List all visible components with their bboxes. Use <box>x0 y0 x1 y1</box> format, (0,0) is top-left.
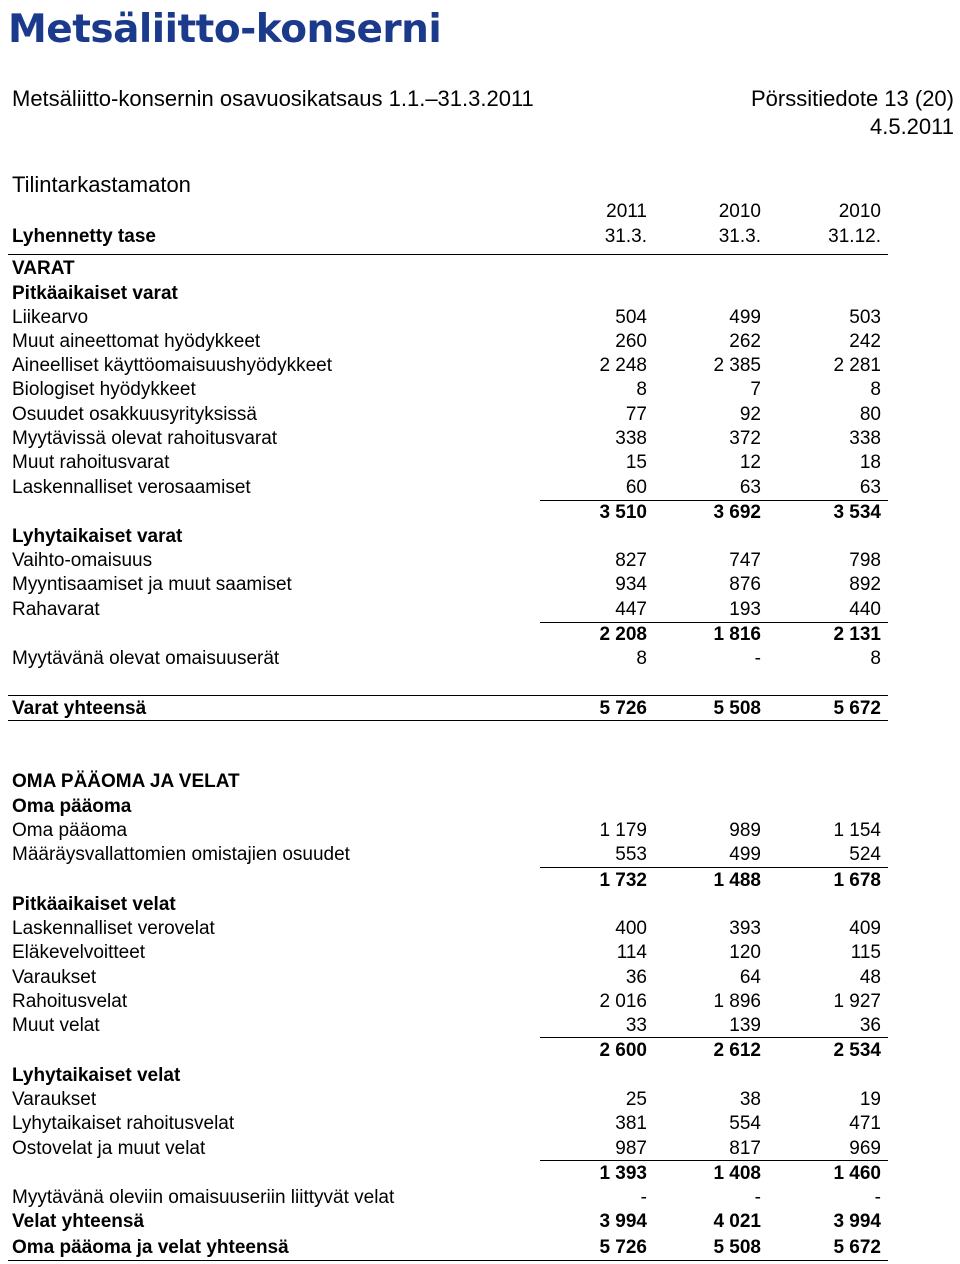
row-value-col-3: 2 281 <box>833 355 881 376</box>
row-value-col-2: 499 <box>729 307 761 328</box>
row-value-col-1: 987 <box>615 1138 647 1159</box>
row-label: Osuudet osakkuusyrityksissä <box>12 404 257 425</box>
row-value-col-1: 2 248 <box>599 355 647 376</box>
table-rule <box>540 622 888 623</box>
table-rule <box>540 867 888 868</box>
table-row <box>0 598 960 622</box>
row-value-col-3: 969 <box>849 1138 881 1159</box>
table-row <box>0 941 960 965</box>
table-row <box>0 306 960 330</box>
row-value-col-1: 827 <box>615 550 647 571</box>
row-value-col-2: 64 <box>739 967 761 988</box>
row-label: Varaukset <box>12 967 97 988</box>
row-value-col-2: 989 <box>729 820 761 841</box>
table-row <box>0 1236 960 1260</box>
row-value-col-3: 1 927 <box>833 991 881 1012</box>
row-value-col-2: 5 508 <box>713 698 761 719</box>
audit-note: Tilintarkastamaton <box>12 172 191 197</box>
table-row <box>0 501 960 525</box>
row-value-col-3: 1 460 <box>833 1163 881 1184</box>
row-value-col-3: 3 534 <box>833 502 881 523</box>
table-row <box>0 1088 960 1112</box>
row-value-col-1: 2 208 <box>599 624 647 645</box>
table-row <box>0 525 960 549</box>
row-value-col-1: 60 <box>625 477 647 498</box>
table-rule <box>540 500 888 501</box>
table-rule <box>8 1260 888 1261</box>
row-value-col-2: 393 <box>729 918 761 939</box>
row-value-col-2: 1 816 <box>713 624 761 645</box>
row-label: Pitkäaikaiset varat <box>12 283 178 304</box>
row-value-col-3: 409 <box>849 918 881 939</box>
row-label: Varat yhteensä <box>12 698 147 719</box>
row-value-col-1: 1 393 <box>599 1163 647 1184</box>
table-row <box>0 451 960 475</box>
row-value-col-2: 372 <box>729 428 761 449</box>
row-value-col-2: 12 <box>739 452 761 473</box>
table-row <box>0 623 960 647</box>
row-value-col-2: 63 <box>739 477 761 498</box>
row-value-col-1: 8 <box>636 648 647 669</box>
table-rule <box>8 720 888 721</box>
row-value-col-2: 1 488 <box>713 870 761 891</box>
row-label: Laskennalliset verovelat <box>12 918 215 939</box>
row-value-col-3: 115 <box>850 942 881 963</box>
row-label: Aineelliset käyttöomaisuushyödykkeet <box>12 355 333 376</box>
table-row <box>0 476 960 500</box>
row-label: Lyhytaikaiset varat <box>12 526 183 547</box>
row-label: Ostovelat ja muut velat <box>12 1138 206 1159</box>
row-value-col-3: 5 672 <box>833 1237 881 1258</box>
table-row <box>0 819 960 843</box>
row-value-col-3: 80 <box>859 404 881 425</box>
row-value-col-3: 2 534 <box>833 1040 881 1061</box>
table-row <box>0 795 960 819</box>
row-value-col-2: 193 <box>729 599 761 620</box>
row-value-col-2: 817 <box>729 1138 761 1159</box>
row-value-col-2: 262 <box>729 331 761 352</box>
row-label: Eläkevelvoitteet <box>12 942 146 963</box>
table-row <box>0 1137 960 1161</box>
row-value-col-3: 19 <box>859 1089 881 1110</box>
row-value-col-2: 499 <box>729 844 761 865</box>
table-row <box>0 990 960 1014</box>
table-row <box>0 1014 960 1038</box>
table-row <box>0 869 960 893</box>
row-value-col-1: 934 <box>615 574 647 595</box>
row-label: Laskennalliset verosaamiset <box>12 477 251 498</box>
row-value-col-1: 36 <box>625 967 647 988</box>
table-row <box>0 1162 960 1186</box>
row-label: Oma pääoma <box>12 796 132 817</box>
row-label: Myytävänä oleviin omaisuuseriin liittyvät velat <box>12 1187 395 1208</box>
header-rule <box>8 254 888 255</box>
table-row <box>0 1112 960 1136</box>
row-value-col-3: 63 <box>859 477 881 498</box>
row-value-col-2: 7 <box>750 379 761 400</box>
table-row <box>0 1210 960 1234</box>
table-row <box>0 1186 960 1210</box>
row-value-col-3: 8 <box>870 379 881 400</box>
row-value-col-3: - <box>874 1187 881 1208</box>
row-value-col-1: 8 <box>636 379 647 400</box>
row-value-col-2: 747 <box>729 550 761 571</box>
row-value-col-1: 25 <box>625 1089 647 1110</box>
row-label: Velat yhteensä <box>12 1211 145 1232</box>
table-title: Lyhennetty tase <box>12 226 156 247</box>
row-label: Muut aineettomat hyödykkeet <box>12 331 261 352</box>
row-label: Muut velat <box>12 1015 100 1036</box>
table-rule <box>8 695 888 696</box>
row-label: Biologiset hyödykkeet <box>12 379 196 400</box>
row-value-col-3: 5 672 <box>833 698 881 719</box>
row-value-col-2: 1 896 <box>713 991 761 1012</box>
col-3-year: 2010 <box>838 201 881 222</box>
row-label: Myytävissä olevat rahoitusvarat <box>12 428 278 449</box>
row-value-col-2: 4 021 <box>713 1211 761 1232</box>
row-value-col-1: 1 179 <box>599 820 647 841</box>
row-value-col-1: 77 <box>625 404 647 425</box>
row-value-col-3: 1 154 <box>833 820 881 841</box>
row-value-col-2: 38 <box>739 1089 761 1110</box>
row-value-col-3: 892 <box>849 574 881 595</box>
row-label: Liikearvo <box>12 307 89 328</box>
table-row <box>0 966 960 990</box>
row-value-col-3: 471 <box>849 1113 881 1134</box>
table-rule <box>540 1037 888 1038</box>
row-value-col-1: 3 994 <box>599 1211 647 1232</box>
table-row <box>0 1064 960 1088</box>
table-row <box>0 354 960 378</box>
report-title: Metsäliitto-konsernin osavuosikatsaus 1.1.–31.3.2011 <box>12 86 534 111</box>
row-value-col-1: 381 <box>615 1113 647 1134</box>
row-value-col-3: 2 131 <box>833 624 881 645</box>
row-value-col-1: 338 <box>615 428 647 449</box>
table-row <box>0 573 960 597</box>
row-value-col-1: 400 <box>615 918 647 939</box>
release-date: 4.5.2011 <box>869 114 954 139</box>
row-value-col-3: 3 994 <box>833 1211 881 1232</box>
col-2-year: 2010 <box>718 201 761 222</box>
row-value-col-1: 447 <box>615 599 647 620</box>
table-row <box>0 330 960 354</box>
row-value-col-3: 440 <box>849 599 881 620</box>
row-value-col-1: 553 <box>615 844 647 865</box>
row-value-col-1: 260 <box>615 331 647 352</box>
row-value-col-2: 2 385 <box>713 355 761 376</box>
row-label: Vaihto-omaisuus <box>12 550 153 571</box>
row-label: Oma pääoma ja velat yhteensä <box>12 1237 289 1258</box>
row-label: Myyntisaamiset ja muut saamiset <box>12 574 292 595</box>
row-value-col-2: 3 692 <box>713 502 761 523</box>
row-value-col-2: 5 508 <box>713 1237 761 1258</box>
row-value-col-2: 2 612 <box>713 1040 761 1061</box>
row-value-col-3: 18 <box>859 452 881 473</box>
row-value-col-3: 8 <box>870 648 881 669</box>
row-value-col-3: 1 678 <box>833 870 881 891</box>
row-value-col-1: 504 <box>615 307 647 328</box>
table-row <box>0 257 960 281</box>
row-label: Muut rahoitusvarat <box>12 452 170 473</box>
row-value-col-1: 1 732 <box>599 870 647 891</box>
row-label: Lyhytaikaiset velat <box>12 1065 181 1086</box>
row-label: Määräysvallattomien omistajien osuudet <box>12 844 350 865</box>
row-value-col-1: 3 510 <box>599 502 647 523</box>
table-row <box>0 378 960 402</box>
table-row <box>0 427 960 451</box>
row-label: Rahoitusvelat <box>12 991 128 1012</box>
table-row <box>0 549 960 573</box>
row-label: Rahavarat <box>12 599 100 620</box>
table-row <box>0 770 960 794</box>
row-value-col-2: 139 <box>729 1015 761 1036</box>
row-value-col-1: 5 726 <box>599 1237 647 1258</box>
row-value-col-3: 798 <box>849 550 881 571</box>
row-value-col-3: 338 <box>849 428 881 449</box>
col-1-date: 31.3. <box>604 226 647 247</box>
table-row <box>0 403 960 427</box>
col-3-date: 31.12. <box>828 226 881 247</box>
row-value-col-1: 2 600 <box>599 1040 647 1061</box>
col-1-year: 2011 <box>606 201 647 222</box>
row-label: Varaukset <box>12 1089 97 1110</box>
row-value-col-1: - <box>640 1187 647 1208</box>
row-value-col-2: 1 408 <box>713 1163 761 1184</box>
row-value-col-2: - <box>754 1187 761 1208</box>
row-label: Pitkäaikaiset velat <box>12 894 176 915</box>
row-label: Myytävänä olevat omaisuuserät <box>12 648 280 669</box>
row-value-col-1: 5 726 <box>599 698 647 719</box>
company-logo: Metsäliitto-konserni <box>8 7 442 52</box>
row-label: OMA PÄÄOMA JA VELAT <box>12 771 240 792</box>
row-value-col-3: 48 <box>859 967 881 988</box>
row-label: Lyhytaikaiset rahoitusvelat <box>12 1113 235 1134</box>
row-value-col-2: 92 <box>739 404 761 425</box>
col-2-date: 31.3. <box>718 226 761 247</box>
row-value-col-3: 524 <box>849 844 881 865</box>
row-label: VARAT <box>12 258 75 279</box>
row-value-col-2: 120 <box>729 942 761 963</box>
row-value-col-2: 554 <box>729 1113 761 1134</box>
release-number: Pörssitiedote 13 (20) <box>751 86 954 111</box>
row-value-col-1: 114 <box>616 942 647 963</box>
row-value-col-2: - <box>754 648 761 669</box>
row-value-col-3: 36 <box>859 1015 881 1036</box>
row-value-col-1: 2 016 <box>599 991 647 1012</box>
row-value-col-3: 242 <box>849 331 881 352</box>
row-value-col-2: 876 <box>729 574 761 595</box>
row-value-col-3: 503 <box>849 307 881 328</box>
table-row <box>0 1039 960 1063</box>
table-row <box>0 697 960 721</box>
row-value-col-1: 33 <box>625 1015 647 1036</box>
table-row <box>0 282 960 306</box>
table-row <box>0 843 960 867</box>
row-label: Oma pääoma <box>12 820 128 841</box>
row-value-col-1: 15 <box>625 452 647 473</box>
table-rule <box>540 1160 888 1161</box>
table-row <box>0 647 960 671</box>
table-row <box>0 917 960 941</box>
table-row <box>0 893 960 917</box>
